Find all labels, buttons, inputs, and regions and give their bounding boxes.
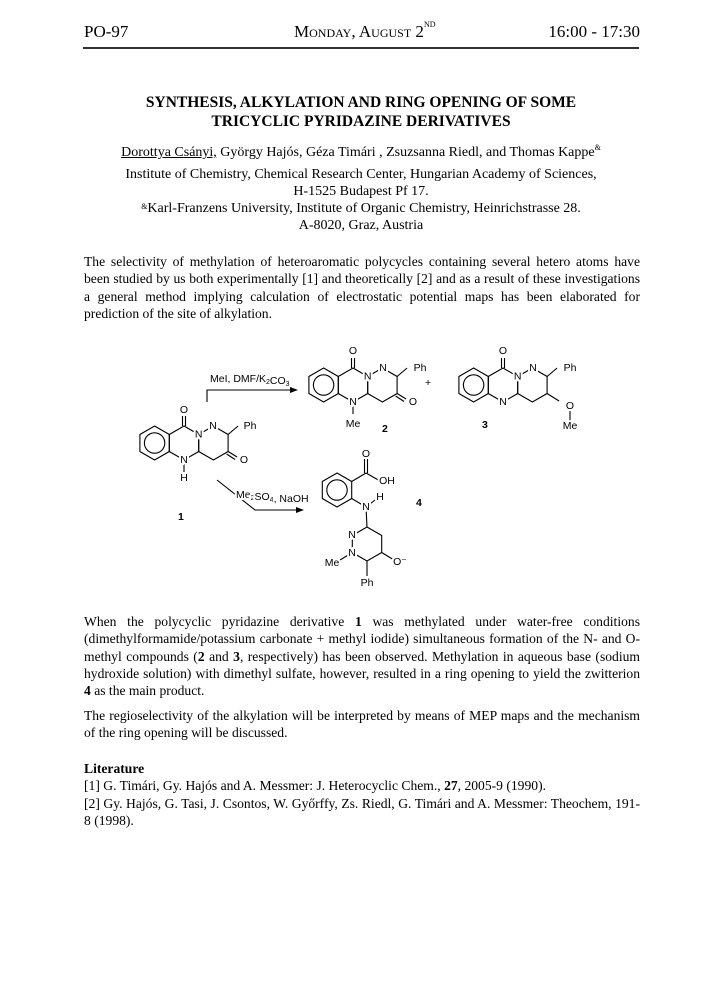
bond: [397, 368, 407, 377]
arrow-methylation: [207, 390, 292, 402]
plus-sign: +: [425, 377, 432, 389]
compound-label-1: 1: [178, 511, 184, 523]
atom-n: N: [348, 547, 356, 559]
ring-bond: [352, 527, 381, 561]
day-text: Monday, August 2: [294, 22, 424, 41]
results-paragraph: [84, 613, 640, 699]
literature-section: [84, 760, 640, 829]
compound-ref: 1: [354, 614, 362, 629]
text: was methylated under water-free conditions (dimethylformamide/potassium carbonate + methyl iodide) simultaneous formation of the N- and O-methyl compounds (: [84, 614, 640, 664]
atom-n: N: [180, 454, 188, 466]
atom-h: H: [376, 491, 384, 503]
atom-ph: Ph: [563, 362, 577, 374]
arrowhead-1: [290, 387, 298, 393]
title-line-2: TRICYCLIC PYRIDAZINE DERIVATIVES: [211, 113, 511, 130]
authors: [83, 145, 639, 161]
affiliation-line-2: H-1525 Budapest Pf 17.: [293, 184, 429, 199]
ref-text: [1] G. Timári, Gy. Hajós and A. Messmer: J. Heterocyclic Chem.,: [84, 778, 445, 794]
atom-n: N: [499, 396, 507, 408]
atom-me: Me: [324, 557, 340, 569]
atom-n: N: [362, 501, 370, 513]
compound-label-4: 4: [416, 497, 422, 509]
ref-text: , 2005-9 (1990).: [457, 778, 547, 794]
bond: [547, 394, 559, 402]
session-time: 16:00 - 17:30: [548, 22, 640, 41]
atom-ph: Ph: [360, 577, 374, 589]
header-rule: [83, 47, 639, 49]
day-sup: ND: [423, 20, 436, 29]
atom-n: N: [348, 529, 356, 541]
aromatic-circle: [327, 480, 347, 500]
atom-ph: Ph: [243, 420, 257, 432]
reagent-dimethyl-sulfate: Me2SO4, NaOH: [236, 489, 309, 505]
affiliation-line-3-text: Karl-Franzens University, Institute of Organic Chemistry, Heinrichstrasse 28.: [147, 201, 581, 216]
paper-title: [83, 93, 639, 131]
bond: [366, 473, 380, 481]
text: When the polycyclic pyridazine derivative: [84, 614, 355, 629]
atom-oh: OH: [379, 475, 395, 487]
atom-o: O: [408, 396, 418, 408]
affiliation-line-4: A-8020, Graz, Austria: [298, 218, 424, 233]
co-authors: György Hajós, Géza Timári , Zsuzsanna Riedl, and Thomas Kappe: [216, 145, 595, 160]
atom-n: N: [529, 362, 537, 374]
affiliation-mark: &: [594, 143, 601, 152]
atom-n: N: [194, 428, 203, 441]
atom-o: O: [565, 400, 575, 412]
atom-o-minus: O⁻: [393, 556, 407, 568]
text: , respectively) has been observed. Methylation in aqueous base (sodium hydroxide solution) with dimethyl sulfate, however, resulted in a ring opening to yield the zwitterion: [84, 648, 640, 681]
reagent-methyl-iodide: MeI, DMF/K2CO3: [210, 373, 290, 388]
reaction-scheme: [120, 330, 600, 600]
bond: [352, 473, 366, 482]
atom-h: H: [180, 472, 188, 484]
compound-ref: 3: [233, 648, 240, 664]
atom-o: O: [179, 404, 189, 416]
text: as the main product.: [90, 683, 205, 699]
conclusion-paragraph: The regioselectivity of the alkylation will be interpreted by means of MEP maps and the mechanism of the ring opening will be discussed.: [84, 708, 640, 741]
bond: [382, 553, 394, 561]
affiliation-line-1: Institute of Chemistry, Chemical Research Center, Hungarian Academy of Sciences,: [125, 167, 597, 182]
poster-code: PO-97: [84, 22, 129, 41]
atom-me: Me: [345, 418, 361, 430]
title-line-1: SYNTHESIS, ALKYLATION AND RING OPENING OF SOME: [145, 94, 577, 111]
aromatic-circle: [144, 433, 164, 453]
atom-n: N: [513, 370, 522, 383]
session-day: [294, 22, 436, 42]
compound-label-2: 2: [382, 423, 388, 435]
atom-n: N: [349, 396, 357, 408]
intro-paragraph: The selectivity of methylation of heteroaromatic polycycles containing several hetero atoms have been studied by us both experimentally [1] and theoretically [2] and as a result of these investigations a general method implying calculation of electrostatic potential maps has been elaborated for prediction of the site of alkylation.: [84, 254, 640, 321]
ref-volume: 27: [444, 778, 458, 794]
aromatic-circle: [463, 375, 483, 395]
presenting-author: Dorottya Csányi,: [121, 145, 217, 160]
aromatic-circle: [313, 375, 333, 395]
atom-o: O: [498, 345, 508, 357]
affiliations: [83, 166, 639, 234]
affiliation-line-3: [83, 200, 639, 217]
literature-heading: Literature: [84, 761, 145, 776]
atom-o: O: [239, 454, 249, 466]
compound-ref: 2: [197, 648, 205, 664]
atom-o: O: [348, 345, 358, 357]
atom-n: N: [379, 362, 387, 374]
atom-ph: Ph: [413, 362, 427, 374]
compound-label-3: 3: [482, 419, 488, 431]
reference-1: [84, 777, 640, 794]
bond: [228, 426, 238, 435]
arrowhead-2: [296, 507, 304, 513]
text: and: [204, 648, 234, 664]
bond: [547, 368, 557, 377]
atom-n: N: [209, 420, 217, 432]
affiliation-mark-2: &: [141, 202, 148, 211]
compound-ref: 4: [84, 683, 91, 699]
reference-2: [2] Gy. Hajós, G. Tasi, J. Csontos, W. Győrffy, Zs. Riedl, G. Timári and A. Messmer: Theochem, 191-8 (1998).: [84, 795, 640, 828]
atom-n: N: [363, 370, 372, 383]
atom-o: O: [361, 448, 371, 460]
atom-me: Me: [562, 420, 578, 432]
